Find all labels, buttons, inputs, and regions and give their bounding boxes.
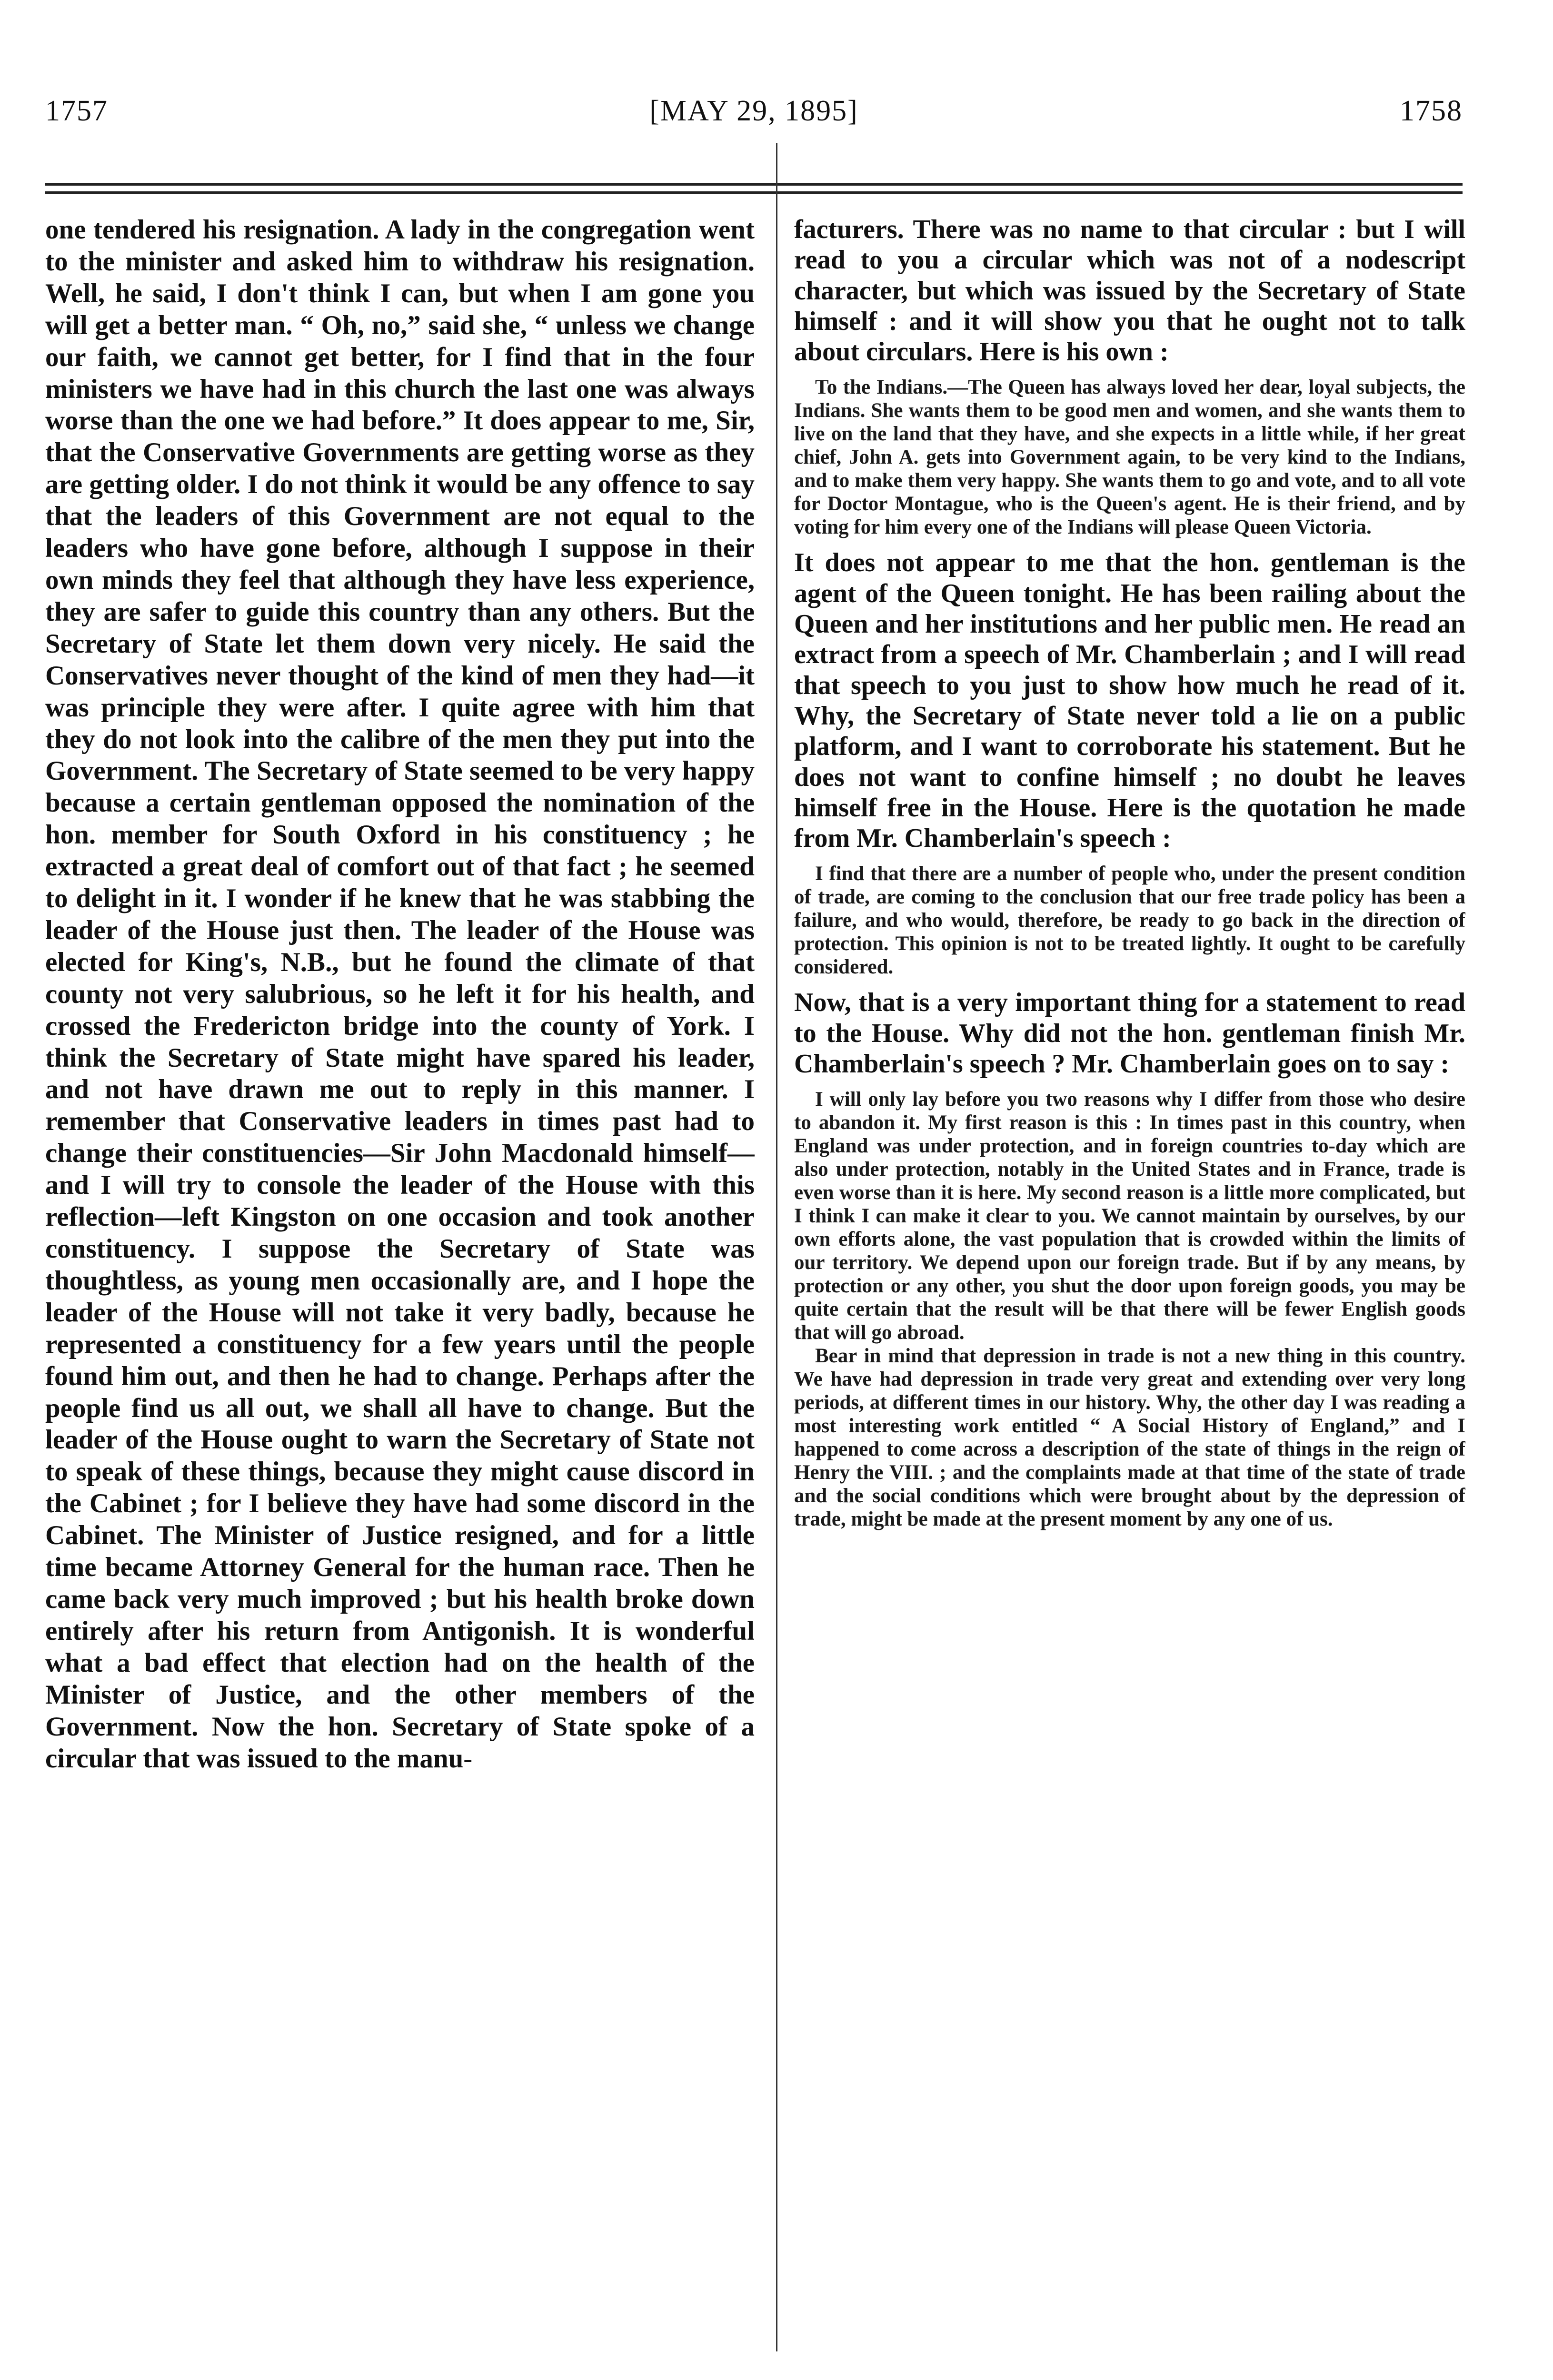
spacer xyxy=(794,367,1465,376)
spacer xyxy=(794,539,1465,547)
right-column xyxy=(794,214,1465,1531)
quote-indian-circular: To the Indians.—The Queen has always loved her dear, loyal subjects, the Indians. She wants them to be good men and women, and she wants them to live on the land that they have, and she expects in a little while, if her great chief, John A. gets into Government again, to be very kind to the Indians, and to make them very happy. She wants them to go and vote, and to all vote for Doctor Montague, who is the Queen's agent. He is their friend, and by voting for him every one of the Indians will please Queen Victoria. xyxy=(794,376,1465,539)
spacer xyxy=(794,853,1465,862)
header-rule-bottom xyxy=(45,191,1463,194)
spacer xyxy=(794,979,1465,987)
quote-chamberlain-first: I find that there are a number of people who, under the present condition of trade, are coming to the conclusion that our free trade policy has been a failure, and who would, therefore, be ready to go back in the direction of protection. This opinion is not to be treated lightly. It ought to be carefully considered. xyxy=(794,863,1465,979)
left-page-number: 1757 xyxy=(45,95,108,127)
page-date: [MAY 29, 1895] xyxy=(649,95,858,127)
column-divider xyxy=(776,143,777,2351)
right-page-number: 1758 xyxy=(1400,95,1463,127)
quote-chamberlain-reasons: I will only lay before you two reasons why I differ from those who desire to abandon it. My first reason is this : In times past in this country, when England was under protection, and in foreign countries to-day which are also under protection, notably in the United States and in France, trade is even worse than it is here. My second reason is a little more complicated, but I think I can make it clear to you. We cannot maintain by ourselves, by our own efforts alone, the vast population that is crowded within the limits of our territory. We depend upon our foreign trade. But if by any means, by protection or any other, you shut the door upon foreign goods, you may be quite certain that the result will be that there will be fewer English goods that will go abroad. xyxy=(794,1088,1465,1344)
header-rule-top xyxy=(45,183,1463,186)
quote-chamberlain-depression: Bear in mind that depression in trade is not a new thing in this country. We have had depression in trade very great and extending over very long periods, at different times in our history. Why, the other day I was reading a most interesting work entitled “ A Social History of England,” and I happened to come across a description of the state of things in the reign of Henry the VIII. ; and the complaints made at that time of the state of trade and the social conditions which were brought about by the depression of trade, might be made at the present moment by any one of us. xyxy=(794,1345,1465,1531)
paragraph-circular-intro: facturers. There was no name to that circular : but I will read to you a circular which was not of a nodescript character, but which was issued by the Secretary of State himself : and it will show you that he ought not to talk about circulars. Here is his own : xyxy=(794,215,1465,367)
page-header xyxy=(45,94,1463,137)
paragraph-important-statement: Now, that is a very important thing for a statement to read to the House. Why did not the hon. gentleman finish Mr. Chamberlain's speech ? Mr. Chamberlain goes on to say : xyxy=(794,988,1465,1079)
left-column-text: one tendered his resignation. A lady in the congregation went to the minister and asked him to withdraw his resignation. Well, he said, I don't think I can, but when I am gone you will get a better man. “ Oh, no,” said she, “ unless we change our faith, we cannot get better, for I find that in the four ministers we have had in this church the last one was always worse than the one we had before.” It does appear to me, Sir, that the Conservative Governments are getting worse as they are getting older. I do not think it would be any offence to say that the leaders of this Government are not equal to the leaders who have gone before, although I suppose in their own minds they feel that although they have less experience, they are safer to guide this country than any others. But the Secretary of State let them down very nicely. He said the Conservatives never thought of the kind of men they had—it was principle they were after. I quite agree with him that they do not look into the calibre of the men they put into the Government. The Secretary of State seemed to be very happy because a certain gentleman opposed the nomination of the hon. member for South Oxford in his constituency ; he extracted a great deal of comfort out of that fact ; he seemed to delight in it. I wonder if he knew that he was stabbing the leader of the House just then. The leader of the House was elected for King's, N.B., but he found the climate of that county not very salubrious, so he left it for his health, and crossed the Fredericton bridge into the county of York. I think the Secretary of State might have spared his leader, and not have drawn me out to reply in this manner. I remember that Conservative leaders in times past had to change their constituencies—Sir John Macdonald himself—and I will try to console the leader of the House with this reflection—left Kingston on one occasion and took another constituency. I suppose the Secretary of State was thoughtless, as young men occasionally are, and I hope the leader of the House will not take it very badly, because he represented a constituency for a few years until the people found him out, and then he had to change. Perhaps after the people find us all out, we shall all have to change. But the leader of the House ought to warn the Secretary of State not to speak of these things, because they might cause discord in the Cabinet ; for I believe they have had some discord in the Cabinet. The Minister of Justice resigned, and for a little time became Attorney General for the human race. Then he came back very much improved ; but his health broke down entirely after his return from Antigonish. It is wonderful what a bad effect that election had on the health of the Minister of Justice, and the other members of the Government. Now the hon. Secretary of State spoke of a circular that was issued to the manu- xyxy=(45,215,755,1774)
paragraph-agent-of-queen: It does not appear to me that the hon. gentleman is the agent of the Queen tonight. He has been railing about the Queen and her institutions and her public men. He read an extract from a speech of Mr. Chamberlain ; and I will read that speech to you just to show how much he read of it. Why, the Secretary of State never told a lie on a public platform, and I want to corroborate his statement. But he does not want to confine himself ; no doubt he leaves himself free in the House. Here is the quotation he made from Mr. Chamberlain's speech : xyxy=(794,548,1465,853)
spacer xyxy=(794,1079,1465,1088)
left-column xyxy=(45,214,755,1775)
